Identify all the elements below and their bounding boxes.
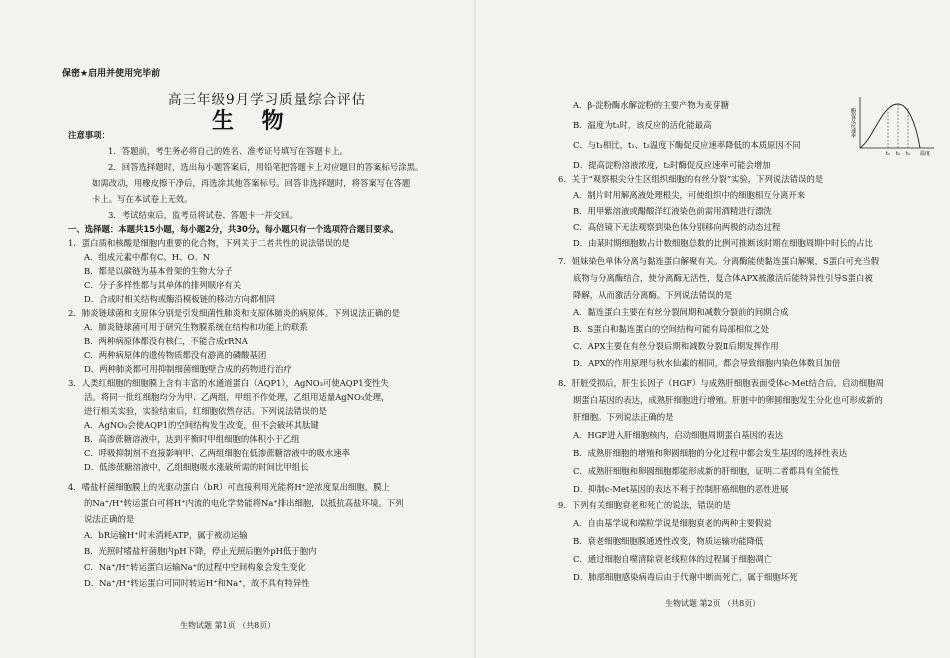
question-option: A．肺炎链球菌可用于研究生物膜系统在结构和功能上的联系	[84, 322, 308, 332]
subject-title: 生 物	[212, 108, 294, 134]
question-option: B．成熟肝细胞的增殖和卵圆细胞的分化过程中都会发生基因的选择性表达	[573, 448, 848, 458]
question-option: A．AgNO₃会使AQP1的空间结构发生改变，但不会破坏其肽键	[84, 420, 319, 430]
question-option: D．肺部细胞感染病毒后由于代谢中断而死亡，属于细胞坏死	[573, 572, 798, 582]
question-option: B．温度为t₃时，该反应的活化能最高	[573, 120, 712, 130]
question-stem: 活。将同一批红细胞均分为甲、乙两组，甲组不作处理，乙组用适量AgNO₃处理，	[84, 392, 390, 402]
exam-page-2	[475, 0, 950, 658]
question-option: A．自由基学说和端粒学说是细胞衰老的两种主要假说	[573, 518, 772, 528]
question-option: C．分子多样性都与其单体的排列顺序有关	[84, 280, 242, 290]
question-option: D．APX的作用原理与秋水仙素的相同，都会导致细胞内染色体数目加倍	[573, 358, 841, 368]
question-option: C．APX主要在有丝分裂后期和减数分裂Ⅱ后期发挥作用	[573, 341, 779, 351]
question-option: D．抑制c-Met基因的表达不利于控制肝癌细胞的恶性进展	[573, 484, 789, 494]
question-stem: 进行相关实验，实验结束后，红细胞依然存活。下列说法错误的是	[84, 406, 327, 416]
question-option: C．Na⁺/H⁺转运蛋白运输Na⁺的过程中空间构象会发生变化	[84, 562, 306, 572]
page-footer: 生物试题 第2页 （共8页）	[665, 599, 761, 608]
section-heading: 一、选择题：本题共15小题，每小题2分，共30分。每小题只有一个选项符合题目要求。	[68, 224, 399, 234]
question-option: C．通过细胞自噬清除衰老线粒体的过程属于细胞凋亡	[573, 554, 773, 564]
tick-label-t2: t₂	[896, 151, 900, 156]
tick-label-t1: t₁	[886, 151, 890, 156]
page-footer: 生物试题 第1页 （共8页）	[180, 621, 276, 630]
question-stem: 底物与分离酶结合，使分离酶无活性，复合体APX被激活后能特异性引导S蛋白被	[573, 273, 873, 283]
question-option: B．高渗蔗糖溶液中，达到平衡时甲组细胞的体积小于乙组	[84, 434, 300, 444]
question-option: B．衰老细胞细胞膜通透性改变，物质运输功能降低	[573, 536, 764, 546]
question-stem: 9．下列有关细胞衰老和死亡的说法，错误的是	[558, 500, 731, 510]
question-option: C．与t₁相比，t₁、t₂温度下酶促反应速率降低的本质原因不同	[573, 140, 801, 150]
question-stem: 4．嗜盐杆菌细胞膜上的光驱动蛋白（bR）可直接利用光能将H⁺逆浓度泵出细胞，膜上	[68, 482, 390, 492]
notice-line: 1．答题前，考生务必将自己的姓名、准考证号填写在答题卡上。	[108, 146, 348, 156]
question-option: D．由某时期细胞数占计数细胞总数的比例可推断该时期在细胞周期中时长的占比	[573, 238, 873, 248]
exam-title: 高三年级9月学习质量综合评估	[168, 92, 367, 108]
tick-label-t3: t₃	[906, 151, 910, 156]
question-option: A．组成元素中都有C、H、O、N	[84, 252, 211, 262]
rate-curve	[860, 104, 920, 148]
question-option: A．HGF进入肝细胞核内，启动细胞周期蛋白基因的表达	[573, 430, 784, 440]
question-option: B．都是以碳链为基本骨架的生物大分子	[84, 266, 233, 276]
question-option: A．制片时用解离液处理根尖，可使组织中的细胞相互分离开来	[573, 190, 806, 200]
question-option: B．两种病原体都没有核仁，不能合成rRNA	[84, 336, 248, 346]
question-stem: 1．蛋白质和核酸是细胞内重要的化合物，下列关于二者共性的说法错误的是	[68, 238, 350, 248]
enzyme-rate-graph	[848, 94, 938, 156]
question-stem: 2．肺炎链球菌和支原体分别是引发细菌性肺炎和支原体肺炎的病原体。下列说法正确的是	[68, 308, 400, 318]
notice-line: 卡上。写在本试卷上无效。	[92, 194, 193, 204]
question-option: B．用甲紫溶液或醋酸洋红液染色前需用酒精进行漂洗	[573, 206, 772, 216]
question-option: C．高倍镜下无法观察到染色体分别移向两极的动态过程	[573, 222, 781, 232]
question-option: C．成熟肝细胞和卵圆细胞都能形成新的肝细胞，证明二者都具有全能性	[573, 466, 840, 476]
question-stem: 肝细胞。下列说法正确的是	[573, 412, 674, 422]
question-option: D．两种肺炎都可用抑制细菌细胞壁合成的药物进行治疗	[84, 364, 292, 374]
question-option: D．提高淀粉溶液浓度，t₂时酶促反应速率可能会增加	[573, 160, 771, 170]
notice-line: 3．考试结束后，监考员将试卷、答题卡一并交回。	[108, 210, 298, 220]
question-stem: 7．姐妹染色单体分离与黏连蛋白解聚有关。分离酶能使黏连蛋白解聚，S蛋白可充当假	[558, 256, 879, 266]
question-option: B．光照时嗜盐杆菌胞内pH下降，停止光照后胞外pH低于胞内	[84, 546, 317, 556]
question-option: C．两种病原体的遗传物质都没有游离的磷酸基团	[84, 350, 267, 360]
question-option: B．S蛋白和黏连蛋白的空间结构可能有局部相似之处	[573, 324, 770, 334]
question-option: A．黏连蛋白主要在有丝分裂间期和减数分裂前的间期合成	[573, 307, 789, 317]
notice-line: 如需改动，用橡皮擦干净后，再选涂其他答案标号。回答非选择题时，将答案写在答题	[92, 178, 411, 188]
notice-heading: 注意事项：	[68, 130, 110, 140]
question-stem: 6．关于“观察根尖分生区组织细胞的有丝分裂”实验，下列说法错误的是	[558, 174, 824, 184]
graph-x-label: 温度	[920, 151, 931, 156]
question-option: A．β-淀粉酶水解淀粉的主要产物为麦芽糖	[573, 100, 730, 110]
question-stem: 降解，从而激活分离酶。下列说法错误的是	[573, 290, 733, 300]
question-stem: 说法正确的是	[84, 514, 135, 524]
question-option: C．呼吸抑制剂不直接影响甲、乙两组细胞在低渗蔗糖溶液中的吸水速率	[84, 448, 351, 458]
question-option: D．低渗蔗糖溶液中，乙组细胞吸水涨破所需的时间比甲组长	[84, 462, 309, 472]
question-option: A．bR运输H⁺时未消耗ATP，属于被动运输	[84, 530, 248, 540]
question-option: D．Na⁺/H⁺转运蛋白可同时转运H⁺和Na⁺，故不具有特异性	[84, 578, 310, 588]
question-option: D．合成时相关结构或酶沿模板链的移动方向都相同	[84, 294, 275, 304]
question-stem: 8．肝脏受损后，肝生长因子（HGF）与成熟肝细胞表面受体c-Met结合后，启动细胞周	[558, 378, 884, 388]
confidential-mark: 保密★启用并使用完毕前	[62, 69, 161, 79]
question-stem: 3．人类红细胞的细胞膜上含有丰富的水通道蛋白（AQP1），AgNO₃可使AQP1变性失	[68, 378, 389, 388]
notice-line: 2．回答选择题时，选出每小题答案后，用铅笔把答题卡上对应题目的答案标号涂黑。	[108, 162, 424, 172]
question-stem: 期蛋白基因的表达，成熟肝细胞进行增殖。肝脏中的卵圆细胞发生分化也可形成新的	[573, 395, 883, 405]
graph-y-label: 酶促反应速率	[850, 108, 856, 138]
question-stem: 的Na⁺/H⁺转运蛋白可将H⁺内流的电化学势能将Na⁺排出细胞，以抵抗高盐环境。下列	[84, 498, 404, 508]
